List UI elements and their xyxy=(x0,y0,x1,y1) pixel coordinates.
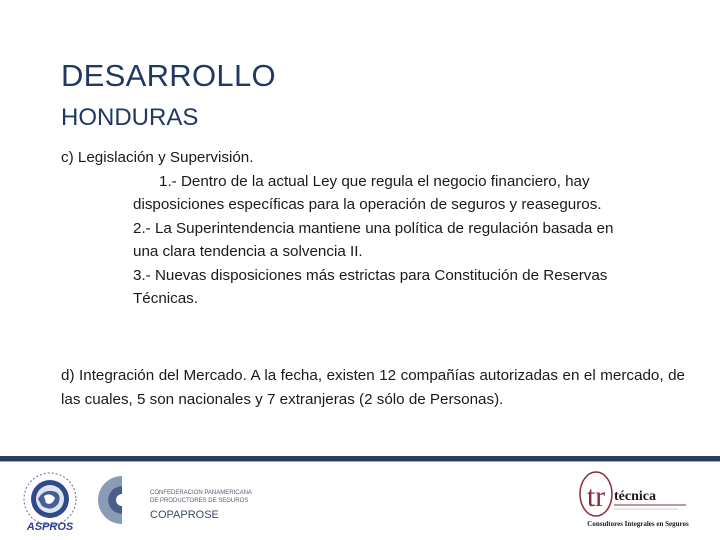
section-c-list xyxy=(133,170,638,311)
section-legislation xyxy=(61,146,661,311)
slide-subtitle: HONDURAS xyxy=(61,104,199,131)
copaprose-line2: DE PRODUCTORES DE SEGUROS xyxy=(150,498,249,504)
slide-title: DESARROLLO xyxy=(61,58,276,93)
list-item: 1.- Dentro de la actual Ley que regula el negocio financiero, hay disposiciones específicas para la operación de seguros y reaseguros. xyxy=(133,172,602,213)
section-market-integration: d) Integración del Mercado. A la fecha, existen 12 compañías autorizadas en el mercado, de las cuales, 5 son nacionales y 7 extranjeras (2 sólo de Personas). xyxy=(61,367,685,408)
tecnica-word: técnica xyxy=(614,489,656,504)
section-c-heading: c) Legislación y Supervisión. xyxy=(61,149,254,166)
footer-divider xyxy=(0,456,720,462)
list-item: 3.- Nuevas disposiciones más estrictas para Constitución de Reservas Técnicas. xyxy=(133,266,608,307)
tecnica-tagline: Consultores Integrales en Seguros xyxy=(587,520,689,528)
tecnica-logo xyxy=(566,466,712,532)
copaprose-brand: COPAPROSE xyxy=(150,509,219,521)
tecnica-mark: tr xyxy=(586,480,606,513)
copaprose-logo xyxy=(92,470,252,530)
aspros-logo xyxy=(8,468,92,534)
copaprose-line1: CONFEDERACION PANAMERICANA xyxy=(150,490,252,496)
aspros-logo-text: ASPROS xyxy=(26,521,74,533)
list-item: 2.- La Superintendencia mantiene una política de regulación basada en una clara tendencia a solvencia II. xyxy=(133,219,614,260)
